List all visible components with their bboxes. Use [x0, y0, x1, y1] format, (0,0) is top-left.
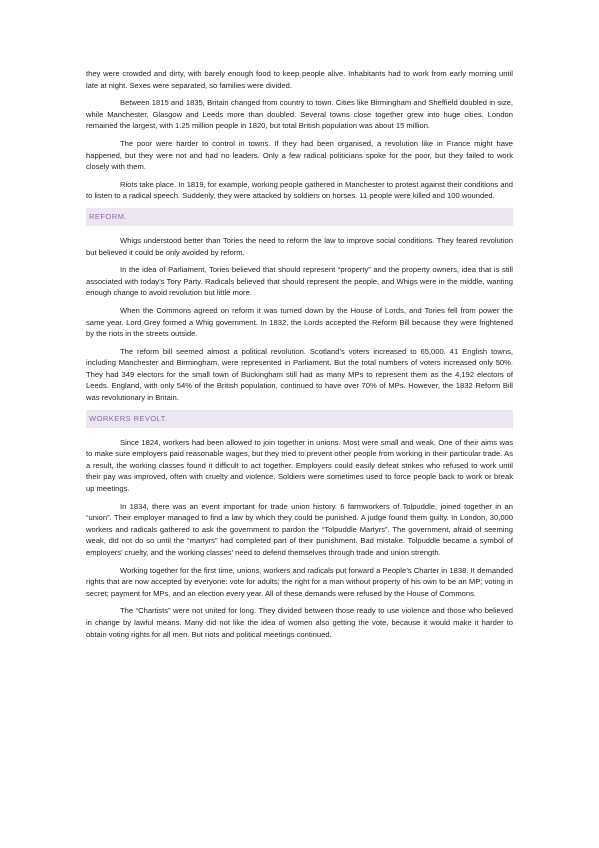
- paragraph-unions: Since 1824, workers had been allowed to join together in unions. Most were small and weak. One of their aims was to make sure employers paid reasonable wages, but they tried to prevent other people from working in their particular trade. As a result, the working classes found it difficult to act together. Employers could easily defeat strikes who refused to work until their pay was improved, often with cruelty and violence. Soldiers were sometimes used to force people back to work or break up meetings.: [86, 437, 513, 494]
- paragraph-city-growth: Between 1815 and 1835, Britain changed from country to town. Cities like Birmingham and Sheffield doubled in size, while Manchester, Glasgow and Leeds more than doubled. Several towns close together grew into huge cities. London remained the largest, with 1.25 million people in 1820, but total British population was about 15 million.: [86, 98, 513, 131]
- paragraph-reform-bill: The reform bill seemed almost a political revolution. Scotland’s voters increased to 65,000. 41 English towns, including Manchester and Birmingham, were represented in Parliament. But the total numbers of voters increased only 50%. They had 349 electors for the small town of Buckingham still had as many MPs to represent them as the 4,192 electors of Leeds. England, with only 54% of the British population, continued to have over 70% of MPs. However, the 1832 Reform Bill was revolutionary in Britain.: [86, 346, 513, 403]
- section-heading-reform: REFORM.: [86, 208, 513, 226]
- section-heading-workers-revolt: WORKERS REVOLT.: [86, 410, 513, 428]
- paragraph-parliament-idea: In the idea of Parliament, Tories believed that should represent “property” and the property owners, idea that is still associated with today’s Tory Party. Radicals believed that should represent the people, and Whigs were in the middle, wanting enough change to avoid revolution but little more.: [86, 265, 513, 298]
- paragraph-peoples-charter: Working together for the first time, unions, workers and radicals put forward a People’s Charter in 1838. It demanded rights that are now accepted by everyone: vote for adults; the right for a man without property of his own to be an MP; voting in secret; payment for MPs, and an election every year. All of these demands were refused by the House of Commons.: [86, 565, 513, 598]
- paragraph-poor-control: The poor were harder to control in towns. If they had been organised, a revolution like in France might have happened, but they were not and had no leaders. Only a few radical politicians spoke for the poor, but they failed to work closely with them.: [86, 138, 513, 172]
- paragraph-commons-reform: When the Commons agreed on reform it was turned down by the House of Lords, and Tories fell from power the same year. Lord Grey formed a Whig government. In 1832, the Lords accepted the Reform Bill because they were frightened by the riots in the streets outside.: [86, 305, 513, 339]
- paragraph-tolpuddle: In 1834, there was an event important for trade union history. 6 farmworkers of Tolpuddle, joined together in an “union”. Their employer managed to find a law by which they could be punished. A judge found them guilty. In London, 30,000 workers and radicals gathered to ask the government to pardon the “Tolpuddle Martyrs”. The government, afraid of seeming weak, did not do so until the “martyrs” had completed part of their punishment. Bad mistake. Tolpuddle became a symbol of employers’ cruelty, and the working classes’ need to defend themselves through trade and union strength.: [86, 501, 513, 557]
- paragraph-workhouse-conditions: they were crowded and dirty, with barely enough food to keep people alive. Inhabitants had to work from early morning until late at night. Sexes were separated, so families were divided.: [86, 69, 513, 90]
- paragraph-chartists: The “Chartists” were not united for long. They divided between those ready to use violence and those who believed in change by lawful means. Many did not like the idea of women also getting the vote, because it would make it harder to obtain voting rights for all men. But riots and political meetings continued.: [86, 606, 513, 639]
- paragraph-whigs-reform: Whigs understood better than Tories the need to reform the law to improve social conditions. They feared revolution but believed it could be only avoided by reform.: [86, 235, 513, 257]
- paragraph-riots: Riots take place. In 1819, for example, working people gathered in Manchester to protest against their conditions and to listen to a radical speech. Suddenly, they were attacked by soldiers on horses. 11 people were killed and 100 wounded.: [86, 179, 513, 201]
- document-page: [86, 68, 513, 646]
